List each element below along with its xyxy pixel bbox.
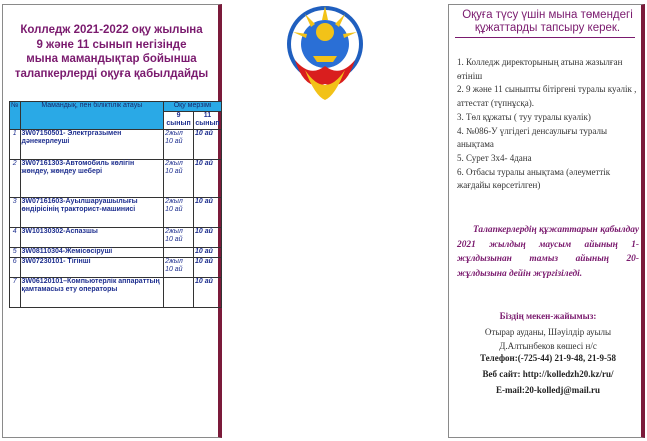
row-number: 2 bbox=[10, 159, 21, 197]
address-line: Д.Алтынбеков көшесі н/с bbox=[499, 341, 597, 351]
row-number: 5 bbox=[10, 247, 21, 257]
row-specialty: 3W10130302-Аспазшы bbox=[20, 227, 164, 247]
row-number: 3 bbox=[10, 197, 21, 227]
requirements-title: Оқуға түсу үшін мына төмендегі құжаттарды тапсыру керек. bbox=[462, 9, 633, 34]
left-panel bbox=[2, 4, 222, 438]
table-head-9: 9 сынып bbox=[164, 111, 194, 129]
row-grade9: 2жыл 10 ай bbox=[164, 227, 194, 247]
row-grade9: 2жыл 10 ай bbox=[164, 257, 194, 277]
row-number: 4 bbox=[10, 227, 21, 247]
row-grade9 bbox=[164, 247, 194, 257]
row-specialty: 3W08110304-Жемісөсіруші bbox=[20, 247, 164, 257]
row-grade9: 2жыл 10 ай bbox=[164, 129, 194, 159]
row-specialty: 3W07161603-Ауылшаруашылығы өндірісінің тракторист-машинисі bbox=[20, 197, 164, 227]
table-row bbox=[10, 159, 222, 197]
left-title-line: 9 және 11 сынып негізінде bbox=[36, 38, 187, 51]
row-grade11: 10 ай bbox=[194, 257, 222, 277]
row-specialty: 3W06120101–Компьютерлік аппараттың қамтамасыз ету операторы bbox=[20, 277, 164, 307]
deadline-notice: Талапкерлердің құжаттарын қабылдау 2021 жылдың маусым айының 1-жұлдызынан тамыз айының 20-жұлдызына дейін жүргізіледі. bbox=[457, 225, 639, 279]
left-title-line: мына мамандықтар бойынша bbox=[26, 53, 197, 65]
list-item: 2. 9 және 11 сыныпты бітіргені туралы куәлік , аттестат (түпнұсқа). bbox=[457, 84, 637, 109]
table-head-specialty: Мамандық, пен біліктілік атауы bbox=[20, 102, 164, 130]
address-block bbox=[457, 325, 639, 353]
row-grade11: 10 ай bbox=[194, 129, 222, 159]
specialty-table bbox=[9, 101, 222, 308]
email-link[interactable]: E-mail:20-kolledj@mail.ru bbox=[495, 385, 601, 395]
address-line: Отырар ауданы, Шәуілдір ауылы bbox=[484, 327, 612, 337]
table-row bbox=[10, 257, 222, 277]
table-row bbox=[10, 227, 222, 247]
row-number: 1 bbox=[10, 129, 21, 159]
list-item: 1. Колледж директорының атына жазылған өтініш bbox=[457, 57, 623, 81]
title-divider bbox=[455, 37, 635, 38]
table-row bbox=[10, 197, 222, 227]
row-grade11: 10 ай bbox=[194, 227, 222, 247]
table-row bbox=[10, 129, 222, 159]
list-item: 4. №086-У үлгідегі денсаулығы туралы анықтама bbox=[457, 125, 607, 150]
row-grade11: 10 ай bbox=[194, 277, 222, 307]
right-panel bbox=[448, 4, 645, 438]
requirements-list bbox=[457, 56, 639, 193]
row-grade9: 2жыл 10 ай bbox=[164, 159, 194, 197]
list-item: 6. Отбасы туралы анықтама (әлеуметтік жағдайы көрсетілген) bbox=[457, 166, 611, 191]
website-link[interactable]: Веб сайт: http://kolledzh20.kz/ru/ bbox=[482, 369, 614, 379]
row-grade11: 10 ай bbox=[194, 247, 222, 257]
table-head-11: 11 сынып bbox=[195, 111, 220, 127]
row-grade11: 10 ай bbox=[194, 159, 222, 197]
address-heading: Біздің мекен-жайымыз: bbox=[499, 311, 597, 321]
row-specialty: 3W07230101- Тігінші bbox=[20, 257, 164, 277]
table-row bbox=[10, 247, 222, 257]
left-title-line: талапкерлерді оқуға қабылдайды bbox=[14, 67, 209, 80]
left-title-line: Колледж 2021-2022 оқу жылына bbox=[20, 24, 203, 36]
phone-text: Телефон:(-725-44) 21-9-48, 21-9-58 bbox=[480, 353, 616, 363]
left-title bbox=[9, 23, 214, 81]
row-grade9: 2жыл 10 ай bbox=[164, 197, 194, 227]
table-head-term: Оқу мерзімі bbox=[164, 102, 222, 112]
row-specialty: 3W07150501- Электргазымен дәнекерлеуші bbox=[20, 129, 164, 159]
list-item: 5. Сурет 3х4- 4дана bbox=[457, 152, 532, 163]
list-item: 3. Төл құжаты ( туу туралы куәлік) bbox=[457, 111, 591, 122]
table-head-no: № bbox=[10, 102, 21, 130]
row-grade9 bbox=[164, 277, 194, 307]
table-row bbox=[10, 277, 222, 307]
row-grade11: 10 ай bbox=[194, 197, 222, 227]
row-number: 7 bbox=[10, 277, 21, 307]
college-logo bbox=[275, 0, 375, 110]
row-number: 6 bbox=[10, 257, 21, 277]
row-specialty: 3W07161303-Автомобиль көлігін жөндеу, жөндеу шебері bbox=[20, 159, 164, 197]
